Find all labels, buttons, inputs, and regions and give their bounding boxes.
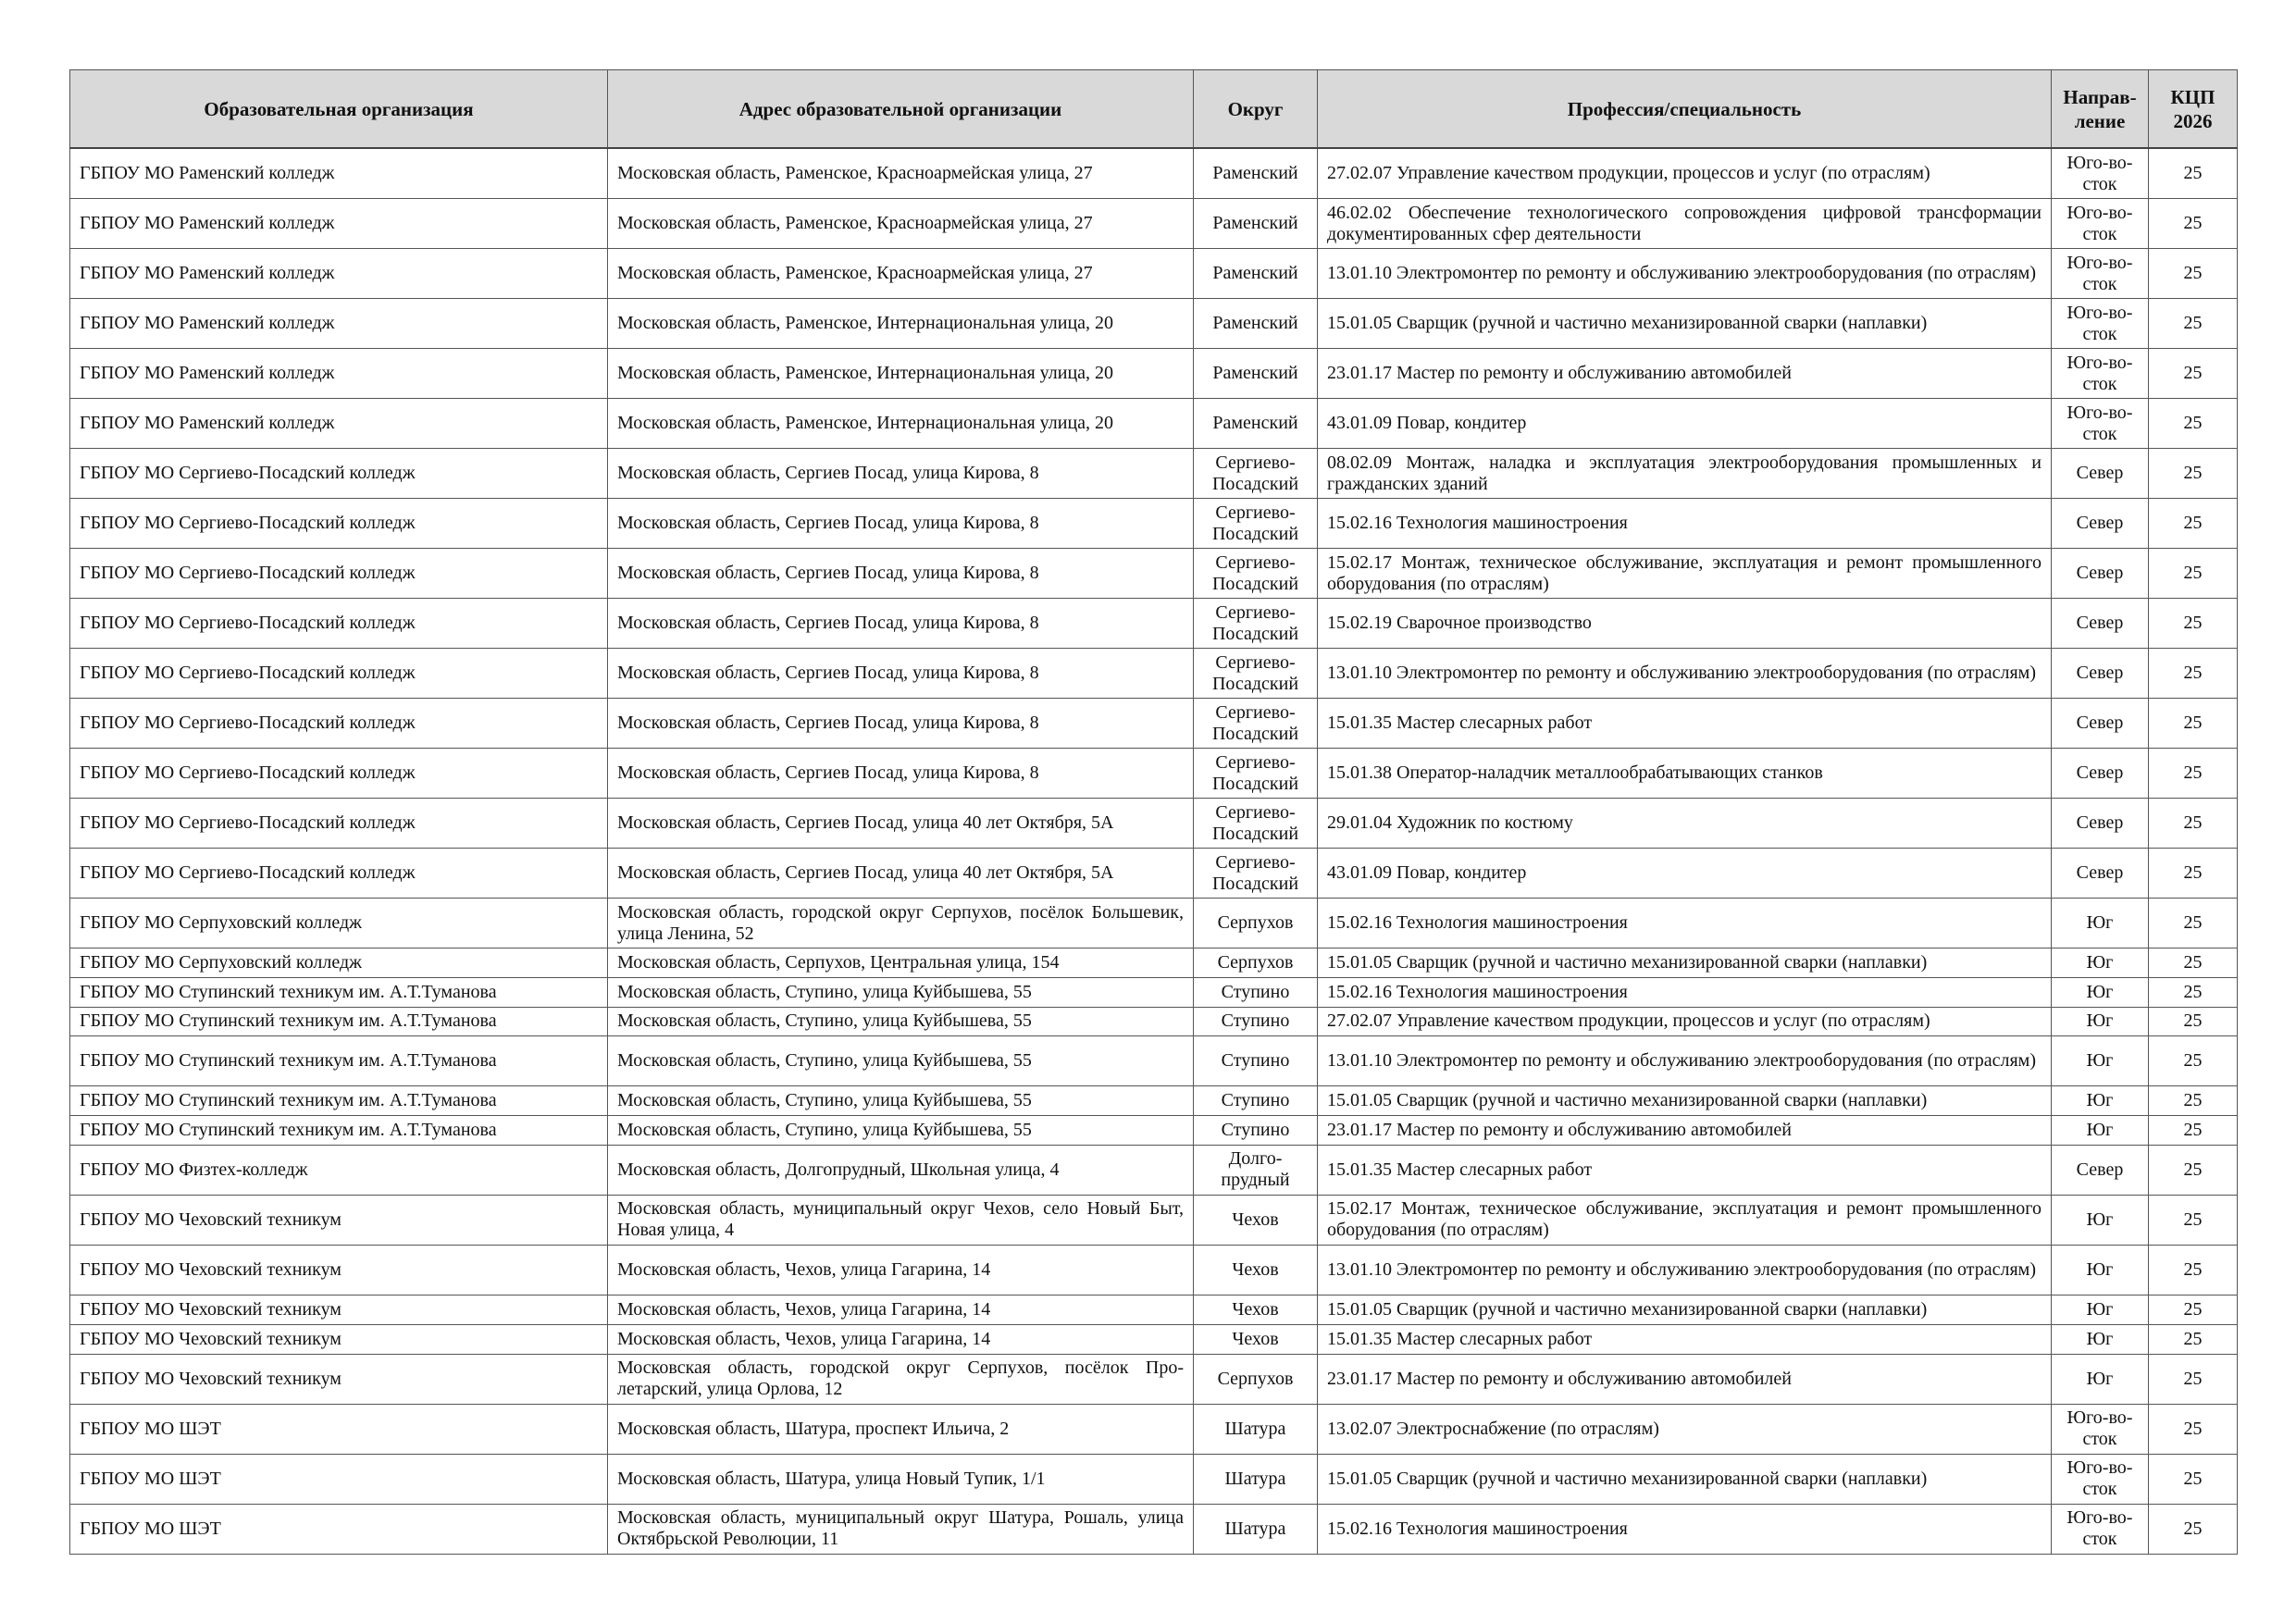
cell-direction: Север [2052,449,2149,499]
cell-quota: 25 [2149,399,2238,449]
cell-address: Московская область, Раменское, Интернациональная улица, 20 [608,349,1194,399]
cell-address: Московская область, Ступино, улица Куйбышева, 55 [608,1116,1194,1146]
table-row [70,1007,2238,1036]
cell-address: Московская область, Сергиев Посад, улица Кирова, 8 [608,749,1194,799]
cell-district: Раменский [1194,148,1318,199]
cell-profession: 08.02.09 Монтаж, наладка и эксплуатация электрооборудования промышленных и гражданских зданий [1318,449,2052,499]
table-row [70,299,2238,349]
cell-organization: ГБПОУ МО Физтех-колледж [70,1145,608,1195]
cell-quota: 25 [2149,948,2238,978]
cell-direction: Север [2052,699,2149,749]
cell-profession: 15.02.19 Сварочное производство [1318,599,2052,649]
cell-profession: 13.01.10 Электромонтер по ремонту и обслуживанию электрооборудования (по отраслям) [1318,249,2052,299]
cell-quota: 25 [2149,649,2238,699]
cell-district: Сергиево-Посадский [1194,449,1318,499]
table-row [70,1354,2238,1404]
cell-direction: Юг [2052,1295,2149,1324]
cell-organization: ГБПОУ МО Раменский колледж [70,199,608,249]
cell-district: Сергиево-Посадский [1194,549,1318,599]
cell-district: Серпухов [1194,948,1318,978]
cell-district: Сергиево-Посадский [1194,849,1318,899]
table-row [70,1036,2238,1086]
cell-organization: ГБПОУ МО Ступинский техникум им. А.Т.Туманова [70,1007,608,1036]
cell-direction: Север [2052,499,2149,549]
cell-profession: 15.01.05 Сварщик (ручной и частично механизированной сварки (наплавки) [1318,299,2052,349]
cell-address: Московская область, муниципальный округ Шатура, Рошаль, улица Октябрьской Революции, 11 [608,1504,1194,1554]
header-organization: Образовательная организация [70,70,608,149]
cell-address: Московская область, Раменское, Красноармейская улица, 27 [608,249,1194,299]
table-row [70,1086,2238,1116]
cell-organization: ГБПОУ МО Сергиево-Посадский колледж [70,699,608,749]
table-row [70,1195,2238,1245]
cell-direction: Юг [2052,899,2149,948]
cell-direction: Север [2052,599,2149,649]
cell-quota: 25 [2149,1086,2238,1116]
cell-organization: ГБПОУ МО Серпуховский колледж [70,948,608,978]
cell-direction: Юг [2052,977,2149,1007]
cell-address: Московская область, Ступино, улица Куйбышева, 55 [608,1007,1194,1036]
cell-direction: Юг [2052,1086,2149,1116]
table-row [70,849,2238,899]
cell-quota: 25 [2149,349,2238,399]
cell-direction: Юг [2052,1007,2149,1036]
cell-organization: ГБПОУ МО Сергиево-Посадский колледж [70,799,608,849]
cell-direction: Юг [2052,1324,2149,1354]
cell-profession: 23.01.17 Мастер по ремонту и обслуживанию автомобилей [1318,1116,2052,1146]
cell-profession: 15.01.05 Сварщик (ручной и частично механизированной сварки (наплавки) [1318,948,2052,978]
cell-district: Ступино [1194,1036,1318,1086]
cell-profession: 43.01.09 Повар, кондитер [1318,399,2052,449]
cell-district: Шатура [1194,1504,1318,1554]
admission-quota-table [69,69,2238,1555]
cell-district: Ступино [1194,1116,1318,1146]
header-direction: Направление [2052,70,2149,149]
cell-address: Московская область, Шатура, проспект Ильича, 2 [608,1404,1194,1454]
cell-quota: 25 [2149,749,2238,799]
cell-quota: 25 [2149,549,2238,599]
cell-district: Серпухов [1194,899,1318,948]
cell-direction: Север [2052,1145,2149,1195]
cell-address: Московская область, Чехов, улица Гагарина, 14 [608,1324,1194,1354]
cell-organization: ГБПОУ МО Ступинский техникум им. А.Т.Туманова [70,1036,608,1086]
cell-district: Сергиево-Посадский [1194,749,1318,799]
cell-organization: ГБПОУ МО Ступинский техникум им. А.Т.Туманова [70,1086,608,1116]
table-row [70,749,2238,799]
cell-direction: Юг [2052,1245,2149,1295]
cell-district: Чехов [1194,1324,1318,1354]
cell-quota: 25 [2149,199,2238,249]
cell-direction: Юг [2052,1116,2149,1146]
table-row [70,449,2238,499]
cell-address: Московская область, Сергиев Посад, улица Кирова, 8 [608,499,1194,549]
cell-organization: ГБПОУ МО Сергиево-Посадский колледж [70,749,608,799]
cell-organization: ГБПОУ МО Ступинский техникум им. А.Т.Туманова [70,977,608,1007]
cell-organization: ГБПОУ МО Сергиево-Посадский колледж [70,649,608,699]
cell-profession: 15.02.17 Монтаж, техническое обслуживание, эксплуатация и ремонт промышленного оборудования (по отраслям) [1318,549,2052,599]
cell-direction: Юго-восток [2052,148,2149,199]
cell-address: Московская область, Чехов, улица Гагарина, 14 [608,1295,1194,1324]
cell-profession: 13.01.10 Электромонтер по ремонту и обслуживанию электрооборудования (по отраслям) [1318,1036,2052,1086]
cell-address: Московская область, Сергиев Посад, улица Кирова, 8 [608,699,1194,749]
cell-direction: Юго-восток [2052,1404,2149,1454]
table-row [70,148,2238,199]
cell-profession: 27.02.07 Управление качеством продукции, процессов и услуг (по отраслям) [1318,148,2052,199]
table-row [70,549,2238,599]
cell-district: Раменский [1194,299,1318,349]
cell-address: Московская область, Серпухов, Центральная улица, 154 [608,948,1194,978]
cell-profession: 23.01.17 Мастер по ремонту и обслуживанию автомобилей [1318,349,2052,399]
table-row [70,1324,2238,1354]
cell-organization: ГБПОУ МО Сергиево-Посадский колледж [70,499,608,549]
cell-district: Раменский [1194,349,1318,399]
cell-quota: 25 [2149,1324,2238,1354]
cell-district: Шатура [1194,1404,1318,1454]
cell-address: Московская область, городской округ Серпухов, посёлок Большевик, улица Ленина, 52 [608,899,1194,948]
cell-quota: 25 [2149,1116,2238,1146]
cell-direction: Север [2052,849,2149,899]
cell-organization: ГБПОУ МО Серпуховский колледж [70,899,608,948]
cell-quota: 25 [2149,249,2238,299]
cell-quota: 25 [2149,1504,2238,1554]
cell-direction: Юго-восток [2052,1504,2149,1554]
cell-organization: ГБПОУ МО Раменский колледж [70,299,608,349]
cell-quota: 25 [2149,449,2238,499]
cell-district: Ступино [1194,1086,1318,1116]
cell-organization: ГБПОУ МО Раменский колледж [70,249,608,299]
header-profession: Профессия/специальность [1318,70,2052,149]
cell-address: Московская область, Сергиев Посад, улица Кирова, 8 [608,649,1194,699]
cell-district: Раменский [1194,399,1318,449]
cell-quota: 25 [2149,849,2238,899]
cell-profession: 15.02.16 Технология машиностроения [1318,499,2052,549]
cell-organization: ГБПОУ МО Чеховский техникум [70,1245,608,1295]
cell-profession: 46.02.02 Обеспечение технологического сопровождения цифровой трансформации документированных сфер деятельности [1318,199,2052,249]
cell-district: Ступино [1194,977,1318,1007]
cell-profession: 13.01.10 Электромонтер по ремонту и обслуживанию электрооборудования (по отраслям) [1318,649,2052,699]
cell-quota: 25 [2149,1195,2238,1245]
cell-district: Сергиево-Посадский [1194,799,1318,849]
cell-organization: ГБПОУ МО Сергиево-Посадский колледж [70,449,608,499]
cell-address: Московская область, Сергиев Посад, улица Кирова, 8 [608,449,1194,499]
cell-address: Московская область, Сергиев Посад, улица Кирова, 8 [608,599,1194,649]
table-row [70,599,2238,649]
cell-quota: 25 [2149,899,2238,948]
table-row [70,1454,2238,1504]
cell-organization: ГБПОУ МО ШЭТ [70,1404,608,1454]
cell-address: Московская область, Сергиев Посад, улица 40 лет Октября, 5А [608,799,1194,849]
cell-direction: Юго-восток [2052,1454,2149,1504]
table-row [70,948,2238,978]
cell-direction: Юго-восток [2052,349,2149,399]
cell-profession: 15.02.16 Технология машиностроения [1318,977,2052,1007]
cell-quota: 25 [2149,599,2238,649]
table-row [70,1116,2238,1146]
cell-profession: 15.02.16 Технология машиностроения [1318,899,2052,948]
cell-direction: Юг [2052,948,2149,978]
cell-direction: Юг [2052,1354,2149,1404]
table-header-row [70,70,2238,149]
cell-quota: 25 [2149,1036,2238,1086]
cell-direction: Север [2052,799,2149,849]
cell-quota: 25 [2149,699,2238,749]
cell-profession: 27.02.07 Управление качеством продукции, процессов и услуг (по отраслям) [1318,1007,2052,1036]
cell-profession: 15.01.05 Сварщик (ручной и частично механизированной сварки (наплавки) [1318,1295,2052,1324]
cell-quota: 25 [2149,977,2238,1007]
cell-organization: ГБПОУ МО ШЭТ [70,1504,608,1554]
cell-organization: ГБПОУ МО Ступинский техникум им. А.Т.Туманова [70,1116,608,1146]
cell-organization: ГБПОУ МО Раменский колледж [70,349,608,399]
cell-address: Московская область, Раменское, Интернациональная улица, 20 [608,399,1194,449]
cell-district: Сергиево-Посадский [1194,649,1318,699]
cell-district: Сергиево-Посадский [1194,699,1318,749]
table-row [70,649,2238,699]
cell-district: Чехов [1194,1295,1318,1324]
table-row [70,699,2238,749]
table-row [70,1295,2238,1324]
cell-address: Московская область, Ступино, улица Куйбышева, 55 [608,1036,1194,1086]
cell-quota: 25 [2149,1354,2238,1404]
table-row [70,399,2238,449]
cell-district: Ступино [1194,1007,1318,1036]
table-row [70,799,2238,849]
cell-organization: ГБПОУ МО Чеховский техникум [70,1295,608,1324]
cell-address: Московская область, Ступино, улица Куйбышева, 55 [608,1086,1194,1116]
cell-profession: 15.01.05 Сварщик (ручной и частично механизированной сварки (наплавки) [1318,1086,2052,1116]
cell-organization: ГБПОУ МО Раменский колледж [70,148,608,199]
cell-quota: 25 [2149,1145,2238,1195]
cell-organization: ГБПОУ МО Сергиево-Посадский колледж [70,599,608,649]
cell-address: Московская область, Сергиев Посад, улица Кирова, 8 [608,549,1194,599]
cell-district: Серпухов [1194,1354,1318,1404]
cell-quota: 25 [2149,299,2238,349]
table-body [70,148,2238,1554]
cell-address: Московская область, Раменское, Красноармейская улица, 27 [608,148,1194,199]
header-address: Адрес образовательной организации [608,70,1194,149]
cell-address: Московская область, Шатура, улица Новый Тупик, 1/1 [608,1454,1194,1504]
table-row [70,899,2238,948]
cell-profession: 43.01.09 Повар, кондитер [1318,849,2052,899]
cell-quota: 25 [2149,1295,2238,1324]
cell-direction: Север [2052,549,2149,599]
cell-direction: Юго-восток [2052,399,2149,449]
cell-direction: Юго-восток [2052,249,2149,299]
cell-address: Московская область, городской округ Серпухов, посёлок Пролетарский, улица Орлова, 12 [608,1354,1194,1404]
cell-district: Раменский [1194,199,1318,249]
cell-address: Московская область, Чехов, улица Гагарина, 14 [608,1245,1194,1295]
table-row [70,499,2238,549]
cell-profession: 15.01.35 Мастер слесарных работ [1318,1145,2052,1195]
cell-profession: 15.01.35 Мастер слесарных работ [1318,1324,2052,1354]
cell-profession: 15.02.16 Технология машиностроения [1318,1504,2052,1554]
cell-quota: 25 [2149,148,2238,199]
cell-address: Московская область, муниципальный округ Чехов, село Новый Быт, Новая улица, 4 [608,1195,1194,1245]
cell-direction: Север [2052,749,2149,799]
cell-direction: Юго-восток [2052,199,2149,249]
cell-direction: Юг [2052,1036,2149,1086]
table-row [70,977,2238,1007]
cell-organization: ГБПОУ МО Сергиево-Посадский колледж [70,849,608,899]
cell-organization: ГБПОУ МО Раменский колледж [70,399,608,449]
cell-profession: 15.02.17 Монтаж, техническое обслуживание, эксплуатация и ремонт промышленного оборудования (по отраслям) [1318,1195,2052,1245]
table-row [70,1145,2238,1195]
cell-profession: 15.01.05 Сварщик (ручной и частично механизированной сварки (наплавки) [1318,1454,2052,1504]
table-row [70,199,2238,249]
table-row [70,349,2238,399]
table-row [70,1404,2238,1454]
cell-district: Чехов [1194,1245,1318,1295]
cell-profession: 15.01.38 Оператор-наладчик металлообрабатывающих станков [1318,749,2052,799]
cell-organization: ГБПОУ МО Чеховский техникум [70,1324,608,1354]
header-quota-2026: КЦП 2026 [2149,70,2238,149]
cell-district: Чехов [1194,1195,1318,1245]
cell-district: Сергиево-Посадский [1194,499,1318,549]
cell-organization: ГБПОУ МО Чеховский техникум [70,1354,608,1404]
cell-address: Московская область, Долгопрудный, Школьная улица, 4 [608,1145,1194,1195]
cell-district: Долгопрудный [1194,1145,1318,1195]
cell-quota: 25 [2149,1454,2238,1504]
cell-organization: ГБПОУ МО ШЭТ [70,1454,608,1504]
cell-district: Шатура [1194,1454,1318,1504]
cell-organization: ГБПОУ МО Чеховский техникум [70,1195,608,1245]
cell-profession: 23.01.17 Мастер по ремонту и обслуживанию автомобилей [1318,1354,2052,1404]
header-district: Округ [1194,70,1318,149]
cell-quota: 25 [2149,1245,2238,1295]
cell-direction: Север [2052,649,2149,699]
cell-profession: 13.02.07 Электроснабжение (по отраслям) [1318,1404,2052,1454]
cell-organization: ГБПОУ МО Сергиево-Посадский колледж [70,549,608,599]
cell-direction: Юго-восток [2052,299,2149,349]
cell-address: Московская область, Ступино, улица Куйбышева, 55 [608,977,1194,1007]
table-row [70,1504,2238,1554]
table-row [70,1245,2238,1295]
cell-quota: 25 [2149,799,2238,849]
cell-direction: Юг [2052,1195,2149,1245]
cell-address: Московская область, Сергиев Посад, улица 40 лет Октября, 5А [608,849,1194,899]
cell-district: Раменский [1194,249,1318,299]
cell-address: Московская область, Раменское, Интернациональная улица, 20 [608,299,1194,349]
cell-district: Сергиево-Посадский [1194,599,1318,649]
cell-profession: 15.01.35 Мастер слесарных работ [1318,699,2052,749]
cell-quota: 25 [2149,499,2238,549]
cell-profession: 13.01.10 Электромонтер по ремонту и обслуживанию электрооборудования (по отраслям) [1318,1245,2052,1295]
table-row [70,249,2238,299]
cell-quota: 25 [2149,1404,2238,1454]
cell-quota: 25 [2149,1007,2238,1036]
cell-address: Московская область, Раменское, Красноармейская улица, 27 [608,199,1194,249]
cell-profession: 29.01.04 Художник по костюму [1318,799,2052,849]
